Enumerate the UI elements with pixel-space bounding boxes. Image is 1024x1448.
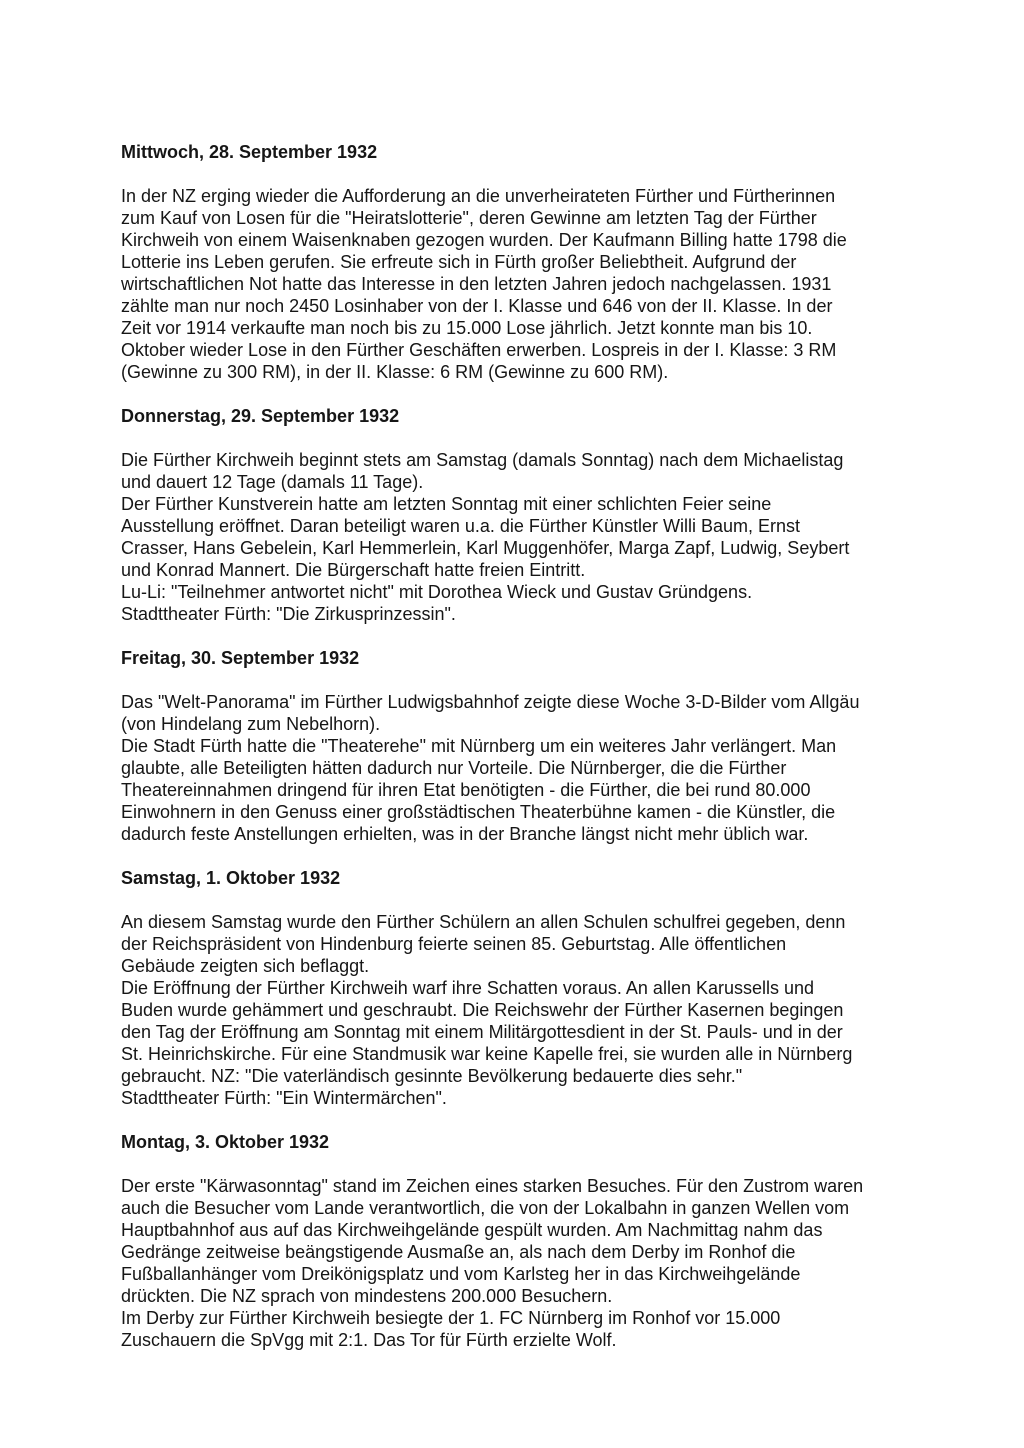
text-line: Die Eröffnung der Fürther Kirchweih warf ihre Schatten voraus. An allen Karussells und bbox=[121, 978, 815, 998]
text-line: In der NZ erging wieder die Aufforderung an die unverheirateten Fürther und Fürtherinnen bbox=[121, 186, 836, 206]
text-line: den Tag der Eröffnung am Sonntag mit einem Militärgottesdient in der St. Pauls- und in der bbox=[121, 1022, 843, 1042]
text-line: Zuschauern die SpVgg mit 2:1. Das Tor für Fürth erzielte Wolf. bbox=[121, 1330, 617, 1350]
text-line: Stadttheater Fürth: "Ein Wintermärchen". bbox=[121, 1088, 447, 1108]
diary-section bbox=[121, 647, 921, 845]
section-heading: Freitag, 30. September 1932 bbox=[121, 648, 360, 668]
text-line: Im Derby zur Fürther Kirchweih besiegte der 1. FC Nürnberg im Ronhof vor 15.000 bbox=[121, 1308, 781, 1328]
text-line: und Konrad Mannert. Die Bürgerschaft hatte freien Eintritt. bbox=[121, 560, 586, 580]
text-line: Einwohnern in den Genuss einer großstädtischen Theaterbühne kamen - die Künstler, die bbox=[121, 802, 836, 822]
text-line: Crasser, Hans Gebelein, Karl Hemmerlein, Karl Muggenhöfer, Marga Zapf, Ludwig, Seybert bbox=[121, 538, 850, 558]
text-line: gebraucht. NZ: "Die vaterländisch gesinnte Bevölkerung bedauerte dies sehr." bbox=[121, 1066, 743, 1086]
section-paragraph bbox=[121, 691, 921, 845]
text-line: An diesem Samstag wurde den Fürther Schülern an allen Schulen schulfrei gegeben, denn bbox=[121, 912, 846, 932]
section-paragraph bbox=[121, 1175, 921, 1351]
text-line: Die Stadt Fürth hatte die "Theaterehe" mit Nürnberg um ein weiteres Jahr verlängert. Man bbox=[121, 736, 837, 756]
text-line: drückten. Die NZ sprach von mindestens 200.000 Besuchern. bbox=[121, 1286, 613, 1306]
text-line: Der erste "Kärwasonntag" stand im Zeichen eines starken Besuches. Für den Zustrom waren bbox=[121, 1176, 864, 1196]
text-line: zum Kauf von Losen für die "Heiratslotterie", deren Gewinne am letzten Tag der Fürther bbox=[121, 208, 817, 228]
text-line: (von Hindelang zum Nebelhorn). bbox=[121, 714, 381, 734]
text-line: der Reichspräsident von Hindenburg feierte seinen 85. Geburtstag. Alle öffentlichen bbox=[121, 934, 787, 954]
text-line: Gebäude zeigten sich beflaggt. bbox=[121, 956, 370, 976]
section-paragraph bbox=[121, 449, 921, 625]
diary-section bbox=[121, 141, 921, 383]
text-line: Hauptbahnhof aus auf das Kirchweihgelände gespült wurden. Am Nachmittag nahm das bbox=[121, 1220, 823, 1240]
text-line: Kirchweih von einem Waisenknaben gezogen wurden. Der Kaufmann Billing hatte 1798 die bbox=[121, 230, 847, 250]
text-line: Oktober wieder Lose in den Fürther Geschäften erwerben. Lospreis in der I. Klasse: 3 RM bbox=[121, 340, 837, 360]
text-line: (Gewinne zu 300 RM), in der II. Klasse: 6 RM (Gewinne zu 600 RM). bbox=[121, 362, 669, 382]
text-line: St. Heinrichskirche. Für eine Standmusik war keine Kapelle frei, sie wurden alle in Nürnberg bbox=[121, 1044, 853, 1064]
text-line: Buden wurde gehämmert und geschraubt. Die Reichswehr der Fürther Kasernen begingen bbox=[121, 1000, 844, 1020]
text-line: Lu-Li: "Teilnehmer antwortet nicht" mit Dorothea Wieck und Gustav Gründgens. bbox=[121, 582, 753, 602]
section-paragraph bbox=[121, 185, 921, 383]
text-line: Fußballanhänger vom Dreikönigsplatz und vom Karlsteg her in das Kirchweihgelände bbox=[121, 1264, 801, 1284]
text-line: Das "Welt-Panorama" im Fürther Ludwigsbahnhof zeigte diese Woche 3-D-Bilder vom Allgäu bbox=[121, 692, 860, 712]
section-heading: Donnerstag, 29. September 1932 bbox=[121, 406, 400, 426]
section-paragraph bbox=[121, 911, 921, 1109]
text-line: zählte man nur noch 2450 Losinhaber von der I. Klasse und 646 von der II. Klasse. In der bbox=[121, 296, 833, 316]
text-line: Die Fürther Kirchweih beginnt stets am Samstag (damals Sonntag) nach dem Michaelistag bbox=[121, 450, 844, 470]
document-content bbox=[121, 141, 921, 1373]
text-line: Zeit vor 1914 verkaufte man noch bis zu 15.000 Lose jährlich. Jetzt konnte man bis 10. bbox=[121, 318, 813, 338]
text-line: Lotterie ins Leben gerufen. Sie erfreute sich in Fürth großer Beliebtheit. Aufgrund der bbox=[121, 252, 797, 272]
text-line: Ausstellung eröffnet. Daran beteiligt waren u.a. die Fürther Künstler Willi Baum, Ernst bbox=[121, 516, 800, 536]
section-heading: Mittwoch, 28. September 1932 bbox=[121, 142, 378, 162]
text-line: und dauert 12 Tage (damals 11 Tage). bbox=[121, 472, 424, 492]
diary-section bbox=[121, 405, 921, 625]
text-line: Gedränge zeitweise beängstigende Ausmaße an, als nach dem Derby im Ronhof die bbox=[121, 1242, 796, 1262]
text-line: auch die Besucher vom Lande verantwortlich, die von der Lokalbahn in ganzen Wellen vom bbox=[121, 1198, 850, 1218]
text-line: Theatereinnahmen dringend für ihren Etat benötigten - die Fürther, die bei rund 80.000 bbox=[121, 780, 811, 800]
text-line: dadurch feste Anstellungen erhielten, was in der Branche längst nicht mehr üblich war. bbox=[121, 824, 809, 844]
text-line: Der Fürther Kunstverein hatte am letzten Sonntag mit einer schlichten Feier seine bbox=[121, 494, 772, 514]
text-line: glaubte, alle Beteiligten hätten dadurch nur Vorteile. Die Nürnberger, die die Fürther bbox=[121, 758, 787, 778]
text-line: wirtschaftlichen Not hatte das Interesse in den letzten Jahren jedoch nachgelassen. 1931 bbox=[121, 274, 832, 294]
text-line: Stadttheater Fürth: "Die Zirkusprinzessin". bbox=[121, 604, 456, 624]
section-heading: Montag, 3. Oktober 1932 bbox=[121, 1132, 330, 1152]
section-heading: Samstag, 1. Oktober 1932 bbox=[121, 868, 341, 888]
diary-section bbox=[121, 1131, 921, 1351]
diary-section bbox=[121, 867, 921, 1109]
